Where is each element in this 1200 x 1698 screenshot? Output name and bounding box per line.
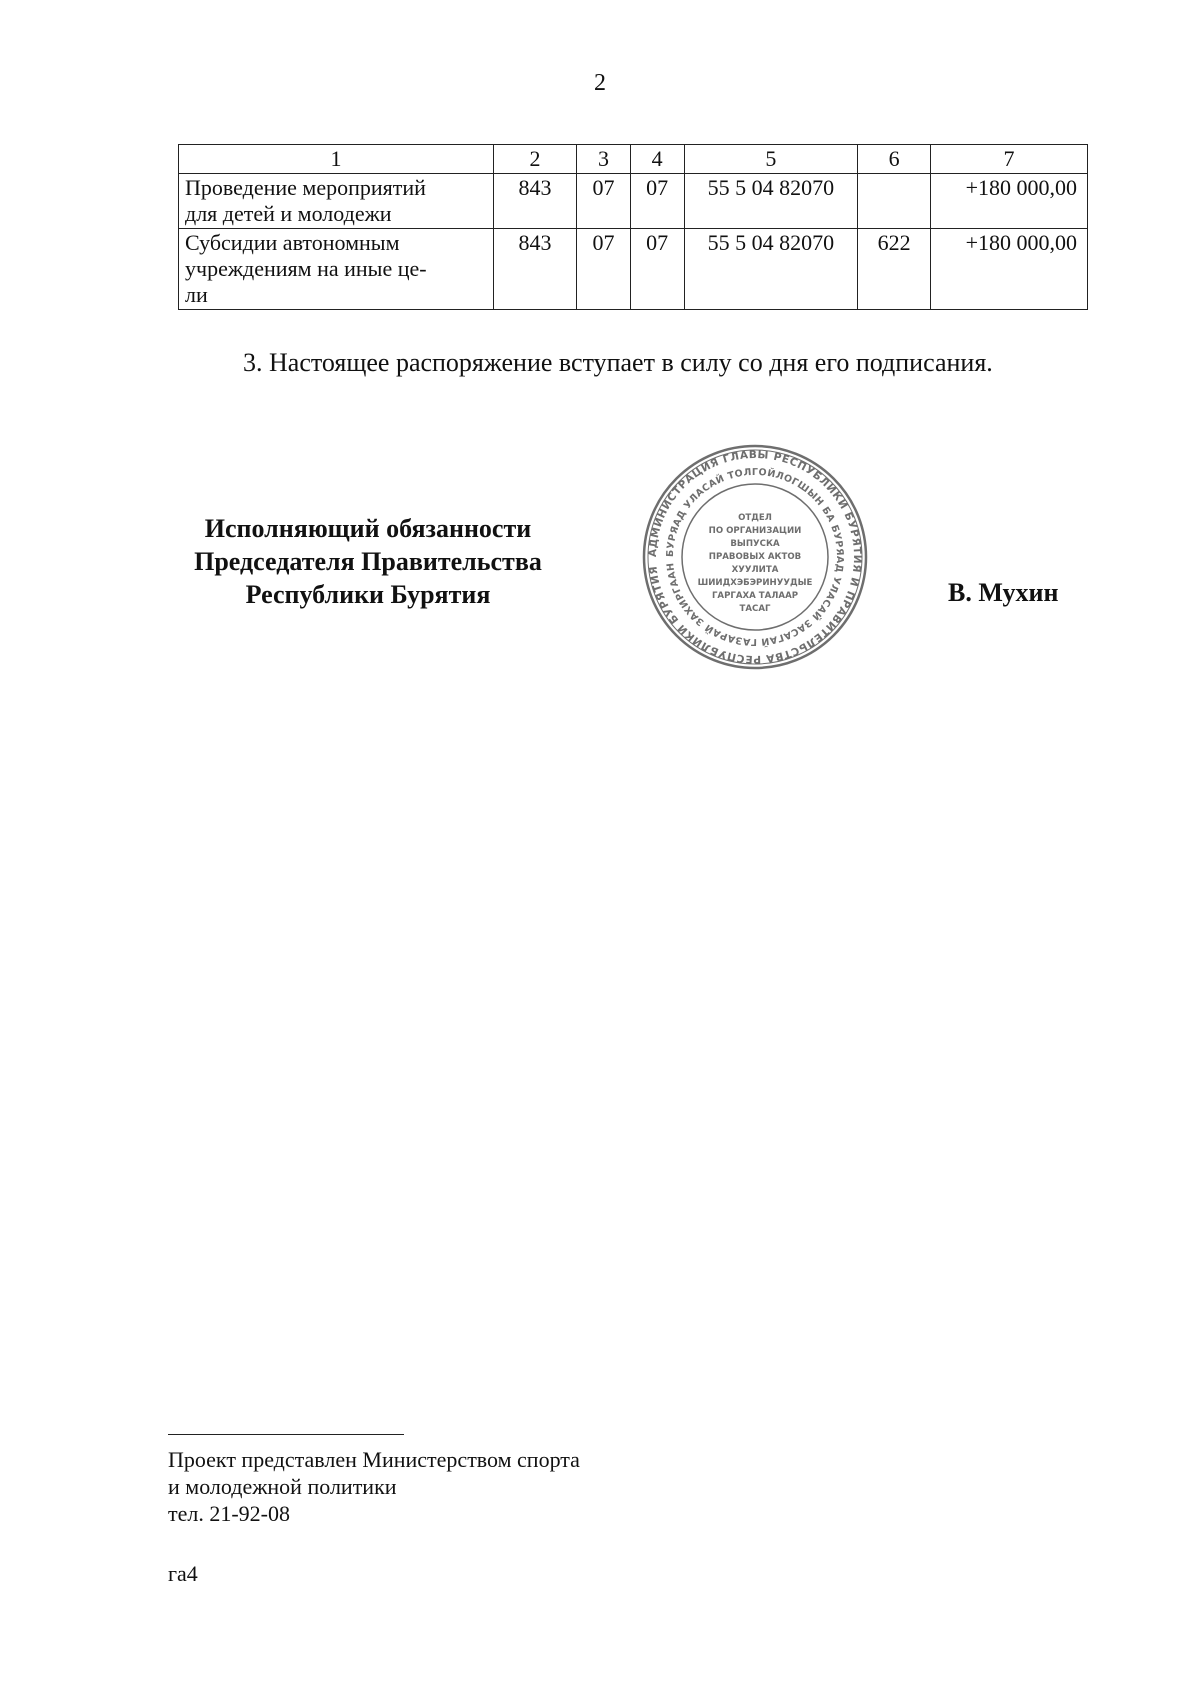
row-name-cell: [179, 229, 494, 310]
signatory-title-line: Республики Бурятия: [245, 580, 491, 609]
signatory-title-line: Исполняющий обязанности: [204, 514, 532, 543]
official-seal-stamp: [642, 444, 868, 670]
row-name-line: учреждениям на иные це-: [185, 256, 427, 281]
signatory-title-line: Председателя Правительства: [194, 547, 542, 576]
ministry-code-cell: 843: [493, 229, 576, 310]
ministry-code-cell: 843: [493, 174, 576, 229]
expense-type-cell: [858, 174, 931, 229]
seal-center-line: ПО ОРГАНИЗАЦИИ: [708, 526, 802, 536]
row-name-line: Проведение мероприятий: [185, 175, 426, 200]
seal-center-line: ТАСАГ: [739, 604, 771, 614]
table-header-cell: 6: [858, 145, 931, 174]
footnote-line: Проект представлен Министерством спорта: [168, 1447, 580, 1472]
section-cell: 07: [577, 229, 631, 310]
footnote-line: тел. 21-92-08: [168, 1501, 291, 1526]
expense-type-cell: 622: [858, 229, 931, 310]
footnote-divider: [168, 1434, 404, 1435]
table-header-row: [179, 145, 1088, 174]
table-row: [179, 229, 1088, 310]
subsection-cell: 07: [630, 174, 684, 229]
table-header-cell: 1: [179, 145, 494, 174]
seal-center-line: ВЫПУСКА: [730, 539, 780, 549]
footnote-line: и молодежной политики: [168, 1474, 397, 1499]
row-name-line: Субсидии автономным: [185, 230, 400, 255]
signatory-name: В. Мухин: [948, 578, 1059, 607]
table-header-cell: 5: [684, 145, 858, 174]
seal-center-line: ШИИДХЭБЭРИНУУДЫЕ: [697, 578, 813, 588]
table-row: [179, 174, 1088, 229]
section-cell: 07: [577, 174, 631, 229]
amount-cell: +180 000,00: [930, 229, 1087, 310]
row-name-cell: [179, 174, 494, 229]
target-article-cell: 55 5 04 82070: [684, 174, 858, 229]
seal-inner-text: БУРЯАД УЛАСАЙ ТОЛГОЙЛОГШЫН БА БУРЯАД УЛАСАЙ ЗАСАГАЙ ГАЗАРАЙ ЗАХИРГААН: [664, 466, 846, 648]
seal-center-line: ХУУЛИТА: [731, 565, 779, 575]
subsection-cell: 07: [630, 229, 684, 310]
table-header-cell: 7: [930, 145, 1087, 174]
row-name-line: для детей и молодежи: [185, 201, 392, 226]
seal-center-line: ПРАВОВЫХ АКТОВ: [708, 552, 802, 562]
table-header-cell: 4: [630, 145, 684, 174]
table-header-cell: 3: [577, 145, 631, 174]
seal-center-line: ГАРГАХА ТАЛААР: [711, 591, 799, 601]
signatory-title: [168, 512, 568, 611]
footnote: [168, 1446, 580, 1527]
table-header-cell: 2: [493, 145, 576, 174]
seal-outer-text: АДМИНИСТРАЦИЯ ГЛАВЫ РЕСПУБЛИКИ БУРЯТИЯ И ПРАВИТЕЛЬСТВА РЕСПУБЛИКИ БУРЯТИЯ: [646, 448, 864, 666]
budget-table: [178, 144, 1088, 310]
document-code: га4: [168, 1561, 198, 1586]
seal-center-line: ОТДЕЛ: [738, 513, 772, 523]
row-name-line: ли: [185, 282, 208, 307]
page-number: 2: [594, 70, 606, 96]
amount-cell: +180 000,00: [930, 174, 1087, 229]
clause-3: 3. Настоящее распоряжение вступает в силу со дня его подписания.: [243, 348, 993, 377]
target-article-cell: 55 5 04 82070: [684, 229, 858, 310]
